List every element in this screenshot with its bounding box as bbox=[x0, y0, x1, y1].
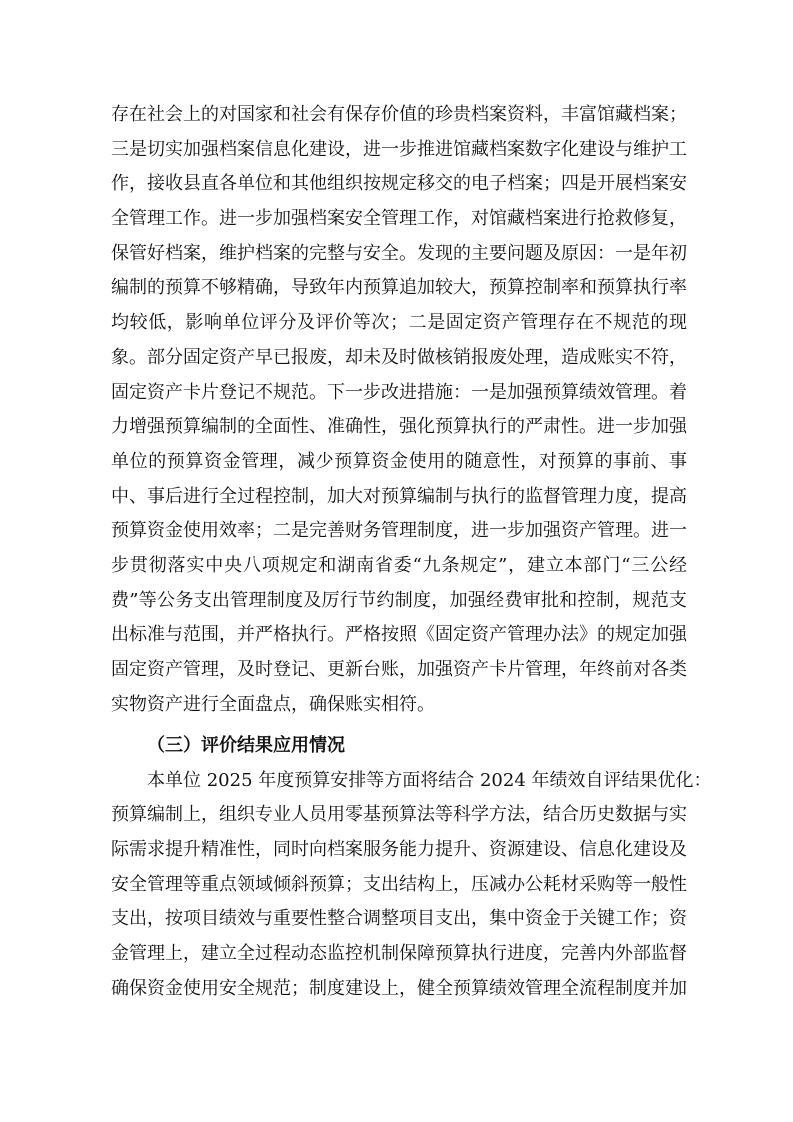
text-line: 均较低，影响单位评分及评价等次；二是固定资产管理存在不规范的现 bbox=[111, 312, 687, 334]
text-line: 全管理工作。进一步加强档案安全管理工作，对馆藏档案进行抢救修复， bbox=[111, 208, 687, 230]
text-line: 际需求提升精准性，同时向档案服务能力提升、资源建设、信息化建设及 bbox=[111, 839, 687, 861]
text-line: 象。部分固定资产早已报废，却未及时做核销报废处理，造成账实不符， bbox=[111, 346, 687, 368]
text-line: 步贯彻落实中央八项规定和湖南省委“九条规定”，建立本部门“三公经 bbox=[111, 554, 687, 576]
paragraph-problems-and-measures bbox=[111, 98, 687, 722]
text-line: 确保资金使用安全规范；制度建设上，健全预算绩效管理全流程制度并加 bbox=[111, 977, 687, 999]
section-heading: （三）评价结果应用情况 bbox=[147, 735, 345, 756]
text-line: 固定资产卡片登记不规范。下一步改进措施：一是加强预算绩效管理。着 bbox=[111, 381, 687, 403]
text-line: 出标准与范围，并严格执行。严格按照《固定资产管理办法》的规定加强 bbox=[111, 624, 687, 646]
text-line: 固定资产管理，及时登记、更新台账，加强资产卡片管理，年终前对各类 bbox=[111, 659, 687, 680]
text-line: 编制的预算不够精确，导致年内预算追加较大，预算控制率和预算执行率 bbox=[111, 277, 687, 299]
text-line: 单位的预算资金管理，减少预算资金使用的随意性，对预算的事前、事 bbox=[111, 450, 687, 472]
text-line: 保管好档案，维护档案的完整与安全。发现的主要问题及原因：一是年初 bbox=[111, 242, 687, 264]
text-line: 支出，按项目绩效与重要性整合调整项目支出，集中资金于关键工作；资 bbox=[111, 908, 687, 930]
section-evaluation-results bbox=[111, 729, 712, 1007]
text-line: 作，接收县直各单位和其他组织按规定移交的电子档案；四是开展档案安 bbox=[111, 173, 687, 195]
text-line: 本单位 2025 年度预算安排等方面将结合 2024 年绩效自评结果优化： bbox=[147, 769, 712, 791]
text-line: 力增强预算编制的全面性、准确性，强化预算执行的严肃性。进一步加强 bbox=[111, 416, 687, 438]
text-line: 中、事后进行全过程控制，加大对预算编制与执行的监督管理力度，提高 bbox=[111, 485, 687, 507]
text-line: 预算编制上，组织专业人员用零基预算法等科学方法，结合历史数据与实 bbox=[111, 804, 687, 826]
text-line: 存在社会上的对国家和社会有保存价值的珍贵档案资料，丰富馆藏档案； bbox=[111, 104, 687, 125]
text-line: 实物资产进行全面盘点，确保账实相符。 bbox=[111, 693, 435, 715]
text-line: 金管理上，建立全过程动态监控机制保障预算执行进度，完善内外部监督 bbox=[111, 943, 687, 965]
text-line: 安全管理等重点领域倾斜预算；支出结构上，压减办公耗材采购等一般性 bbox=[111, 873, 687, 895]
text-line: 费”等公务支出管理制度及厉行节约制度，加强经费审批和控制，规范支 bbox=[111, 589, 687, 611]
text-line: 预算资金使用效率；二是完善财务管理制度，进一步加强资产管理。进一 bbox=[111, 520, 687, 542]
text-line: 三是切实加强档案信息化建设，进一步推进馆藏档案数字化建设与维护工 bbox=[111, 138, 687, 160]
